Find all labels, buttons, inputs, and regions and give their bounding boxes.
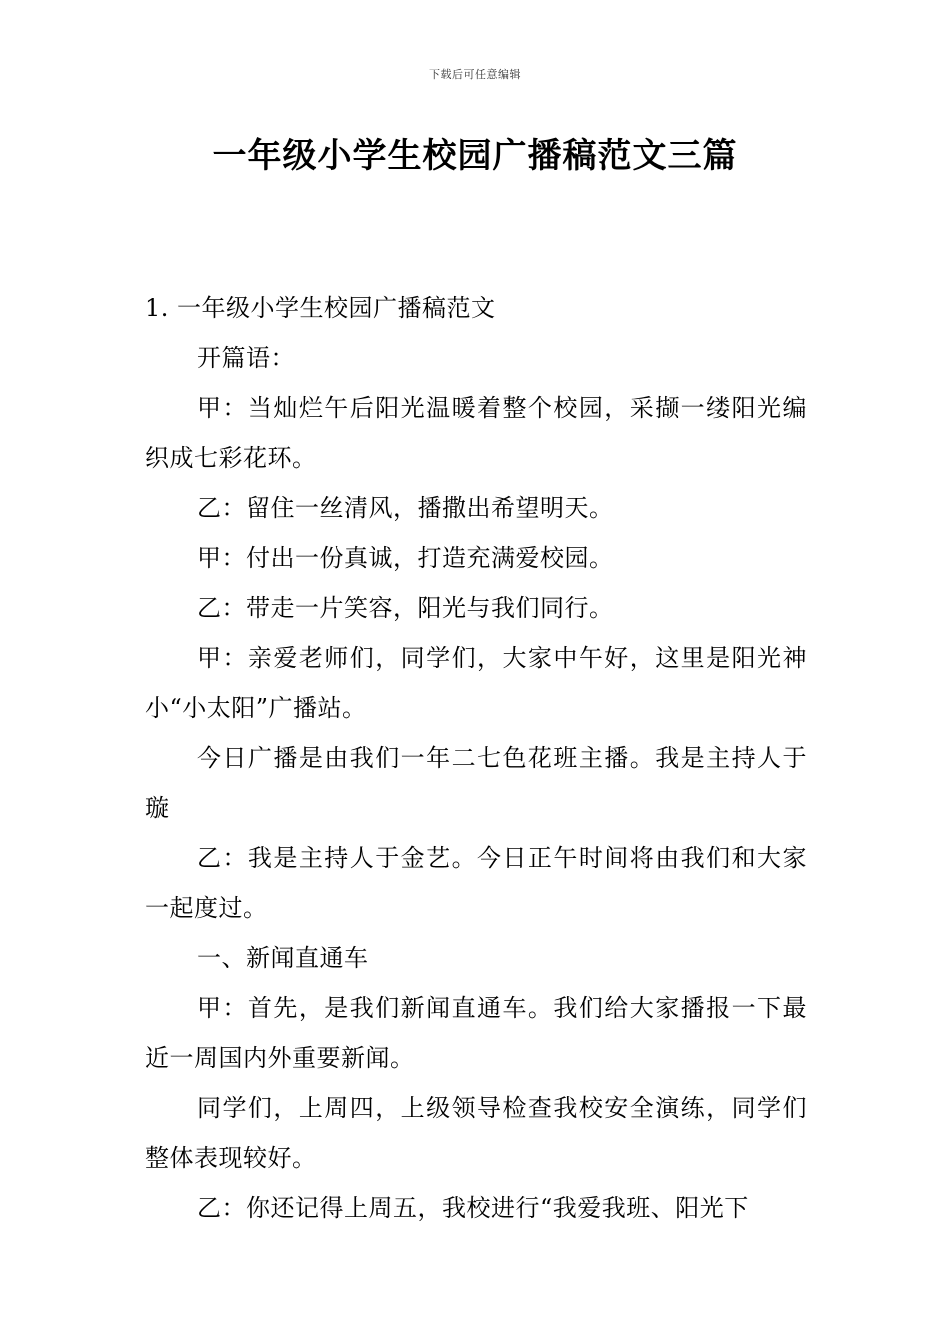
document-title: 一年级小学生校园广播稿范文三篇 [212, 136, 738, 176]
paragraph: 乙：留住一丝清风，播撒出希望明天。 [197, 494, 614, 522]
paragraph: 乙：带走一片笑容，阳光与我们同行。 [197, 594, 614, 622]
section-heading: 1. 一年级小学生校园广播稿范文 [145, 294, 496, 322]
paragraph: 乙：你还记得上周五，我校进行“我爱我班、阳光下 [197, 1194, 749, 1222]
paragraph: 甲：当灿烂午后阳光温暖着整个校园，采撷一缕阳光编织成七彩花环。 [145, 394, 807, 472]
paragraph: 甲：付出一份真诚，打造充满爱校园。 [197, 544, 614, 572]
header-note: 下载后可任意编辑 [429, 68, 521, 81]
document-body [145, 283, 807, 1233]
paragraph: 甲：亲爱老师们，同学们，大家中午好，这里是阳光神小“小太阳”广播站。 [145, 644, 807, 722]
paragraph-opening-label: 开篇语： [197, 344, 295, 372]
paragraph: 今日广播是由我们一年二七色花班主播。我是主持人于璇 [145, 744, 807, 822]
paragraph: 乙：我是主持人于金艺。今日正午时间将由我们和大家一起度过。 [145, 844, 807, 922]
paragraph: 甲：首先，是我们新闻直通车。我们给大家播报一下最近一周国内外重要新闻。 [145, 994, 807, 1072]
paragraph: 同学们，上周四，上级领导检查我校安全演练，同学们整体表现较好。 [145, 1094, 807, 1172]
subsection-heading: 一、新闻直通车 [197, 944, 369, 972]
